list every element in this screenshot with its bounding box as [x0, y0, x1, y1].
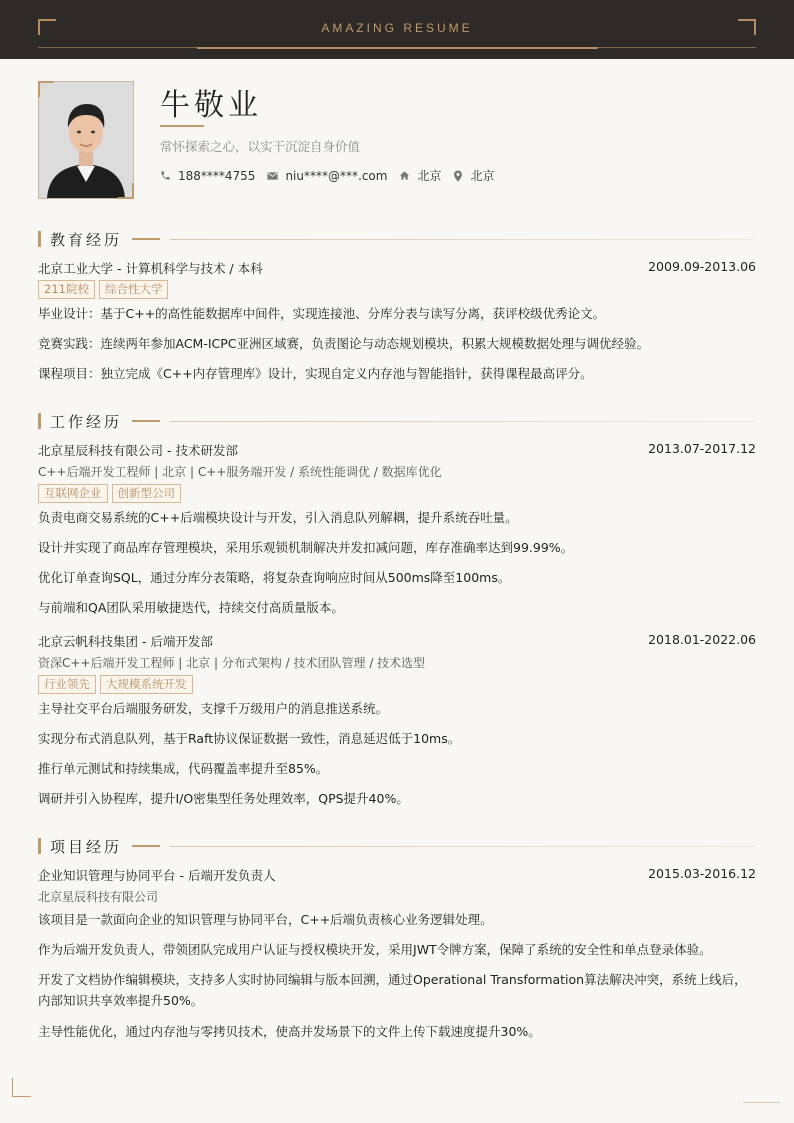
list-item: 负责电商交易系统的C++后端模块设计与开发，引入消息队列解耦，提升系统吞吐量。 — [38, 510, 518, 525]
profile-photo-frame — [38, 81, 134, 199]
list-item: 实现分布式消息队列，基于Raft协议保证数据一致性，消息延迟低于10ms。 — [38, 731, 461, 746]
project-entry-heading — [38, 866, 756, 884]
tag-list — [38, 484, 185, 503]
location-pin-icon — [453, 170, 463, 182]
tag: 行业领先 — [38, 675, 96, 694]
portrait-icon — [39, 82, 133, 198]
contact-value: 188****4755 — [178, 168, 256, 183]
section-header-work — [38, 411, 756, 431]
contact-value: 北京 — [417, 169, 442, 183]
footer-rule — [743, 1102, 780, 1103]
list-item: 竞赛实践：连续两年参加ACM-ICPC亚洲区域赛，负责图论与动态规划模块，积累大规模数据处理与调优经验。 — [38, 336, 650, 351]
list-item: 调研并引入协程库，提升I/O密集型任务处理效率，QPS提升40%。 — [38, 791, 409, 806]
motto: 常怀探索之心，以实干沉淀自身价值 — [160, 139, 361, 154]
education-entry-heading — [38, 259, 756, 277]
work-entry-heading — [38, 441, 756, 459]
mail-icon — [267, 171, 278, 181]
entry-subtitle: C++后端开发工程师 | 北京 | C++服务端开发 / 系统性能调优 / 数据库优化 — [38, 465, 442, 479]
section-title: 项目经历 — [50, 837, 123, 856]
entry-date: 2015.03-2016.12 — [648, 866, 756, 881]
tag: 创新型公司 — [112, 484, 182, 503]
name-underline — [160, 125, 204, 127]
entry-subtitle: 北京星辰科技有限公司 — [38, 890, 159, 904]
contact-list — [160, 167, 506, 184]
entry-title: 北京工业大学 - 计算机科学与技术 / 本科 — [38, 261, 263, 276]
header-title: AMAZING RESUME — [321, 21, 473, 35]
section-title: 工作经历 — [50, 412, 123, 431]
home-icon — [399, 170, 410, 181]
entry-date: 2013.07-2017.12 — [648, 441, 756, 456]
photo-corner-ornament — [38, 81, 54, 97]
contact-location — [453, 167, 494, 184]
work-entry-heading — [38, 632, 756, 650]
entry-date: 2018.01-2022.06 — [648, 632, 756, 647]
list-item: 主导性能优化，通过内存池与零拷贝技术，使高并发场景下的文件上传下载速度提升30%。 — [38, 1024, 541, 1039]
list-item: 课程项目：独立完成《C++内存管理库》设计，实现自定义内存池与智能指针，获得课程最高评分。 — [38, 366, 593, 381]
entry-title: 企业知识管理与协同平台 - 后端开发负责人 — [38, 868, 276, 883]
contact-home — [399, 167, 441, 184]
corner-ornament-bottom-left — [12, 1078, 31, 1097]
section-title: 教育经历 — [50, 230, 123, 249]
entry-title: 北京星辰科技有限公司 - 技术研发部 — [38, 443, 238, 458]
tag: 互联网企业 — [38, 484, 108, 503]
list-item: 设计并实现了商品库存管理模块，采用乐观锁机制解决并发扣减问题，库存准确率达到99.99%。 — [38, 540, 574, 555]
entry-title: 北京云帆科技集团 - 后端开发部 — [38, 634, 213, 649]
entry-subtitle: 资深C++后端开发工程师 | 北京 | 分布式架构 / 技术团队管理 / 技术选型 — [38, 656, 426, 670]
contact-value: 北京 — [470, 169, 495, 183]
header-bar — [0, 0, 794, 59]
list-item: 作为后端开发负责人，带领团队完成用户认证与授权模块开发，采用JWT令牌方案，保障了系统的安全性和单点登录体验。 — [38, 942, 712, 957]
tag-list — [38, 280, 172, 299]
contact-email[interactable] — [267, 169, 387, 183]
entry-date: 2009.09-2013.06 — [648, 259, 756, 274]
candidate-name: 牛敬业 — [160, 88, 262, 123]
list-item: 该项目是一款面向企业的知识管理与协同平台，C++后端负责核心业务逻辑处理。 — [38, 912, 493, 927]
tag: 211院校 — [38, 280, 95, 299]
tag-list — [38, 675, 197, 694]
tag: 综合性大学 — [99, 280, 169, 299]
list-item: 优化订单查询SQL，通过分库分表策略，将复杂查询响应时间从500ms降至100ms。 — [38, 570, 511, 585]
section-header-education — [38, 229, 756, 249]
list-item: 主导社交平台后端服务研发，支撑千万级用户的消息推送系统。 — [38, 701, 389, 716]
contact-phone[interactable] — [160, 169, 255, 183]
photo-corner-ornament — [118, 183, 134, 199]
header-divider-accent — [197, 47, 598, 49]
list-item: 与前端和QA团队采用敏捷迭代，持续交付高质量版本。 — [38, 600, 344, 615]
avatar — [38, 81, 134, 199]
list-item: 推行单元测试和持续集成，代码覆盖率提升至85%。 — [38, 761, 329, 776]
tag: 大规模系统开发 — [100, 675, 193, 694]
section-header-projects — [38, 836, 756, 856]
list-item: 开发了文档协作编辑模块，支持多人实时协同编辑与版本回溯，通过Operational Transformation算法解决冲突，系统上线后，内部知识共享效率提升50%。 — [38, 972, 747, 1008]
list-item: 毕业设计：基于C++的高性能数据库中间件，实现连接池、分库分表与读写分离，获评校级优秀论文。 — [38, 306, 606, 321]
contact-value: niu****@***.com — [285, 168, 388, 183]
phone-icon — [160, 170, 171, 181]
